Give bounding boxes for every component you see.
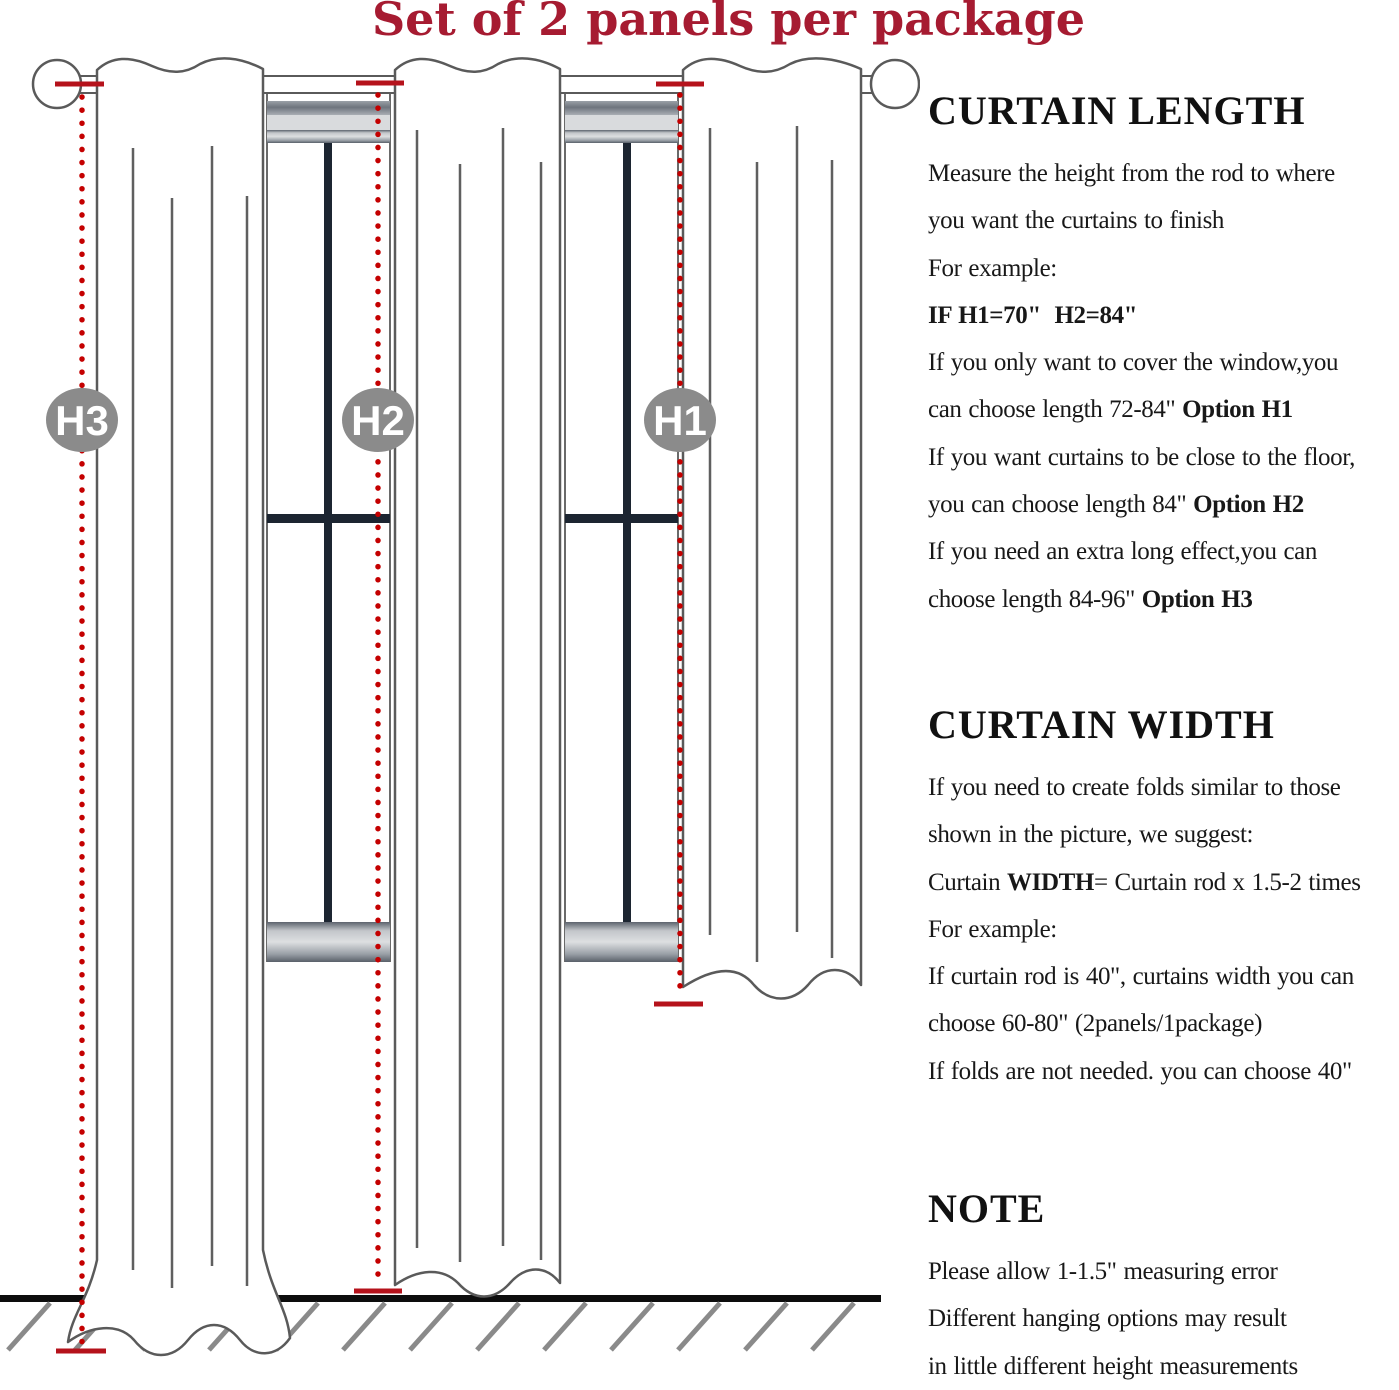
text-line: IF H1=70" H2=84" — [928, 301, 1138, 329]
section-curtain-length — [928, 86, 1399, 623]
text-line: For example: — [928, 254, 1057, 282]
text-line: If curtain rod is 40", curtains width you can — [928, 963, 1354, 991]
page-title: Set of 2 panels per package — [371, 0, 1086, 46]
window-cross-bar — [267, 514, 390, 523]
window-header-bar — [565, 130, 678, 143]
h1-badge-label: H1 — [653, 397, 707, 444]
text-line: Different hanging options may result — [928, 1305, 1287, 1333]
text-line: If you only want to cover the window,you — [928, 349, 1339, 377]
section-body — [928, 764, 1399, 1095]
text-line: in little different height measurements — [928, 1352, 1298, 1380]
window-sill — [267, 922, 390, 962]
text-line: If folds are not needed. you can choose 40" — [928, 1057, 1352, 1085]
h3-badge-label: H3 — [55, 397, 109, 444]
curtain-panel-h3 — [68, 58, 290, 1355]
right-finial-icon — [871, 60, 919, 108]
h2-badge-label: H2 — [351, 397, 405, 444]
curtain-panel-h2 — [395, 58, 560, 1296]
window-mullion — [324, 143, 332, 923]
text-line: Please allow 1-1.5" measuring error — [928, 1258, 1278, 1285]
curtain-panel-h1 — [683, 58, 861, 998]
text-line: you want the curtains to finish — [928, 207, 1225, 235]
text-line: Measure the height from the rod to where — [928, 160, 1335, 187]
section-curtain-width — [928, 700, 1399, 1095]
text-line: For example: — [928, 915, 1057, 943]
window-right-section — [565, 77, 678, 962]
section-body — [928, 1248, 1399, 1390]
text-line: choose length 84-96" Option H3 — [928, 585, 1253, 613]
window-left-section — [267, 77, 390, 962]
text-line: shown in the picture, we suggest: — [928, 821, 1254, 849]
section-note — [928, 1184, 1399, 1390]
text-line: Curtain WIDTH= Curtain rod x 1.5-2 times — [928, 868, 1361, 896]
window-mullion — [623, 143, 631, 923]
window-cross-bar — [565, 514, 678, 523]
window-header-bar — [267, 130, 390, 143]
section-body — [928, 150, 1399, 623]
section-heading: CURTAIN WIDTH — [928, 702, 1275, 747]
text-line: choose 60-80" (2panels/1package) — [928, 1010, 1262, 1038]
window-top-bar — [565, 101, 678, 115]
window-sill — [565, 922, 678, 962]
text-line: If you need an extra long effect,you can — [928, 538, 1317, 566]
text-line: can choose length 72-84" Option H1 — [928, 396, 1293, 424]
text-line: you can choose length 84" Option H2 — [928, 491, 1304, 519]
text-line: If you need to create folds similar to those — [928, 774, 1341, 801]
text-line: If you want curtains to be close to the floor, — [928, 443, 1355, 471]
section-heading: CURTAIN LENGTH — [928, 88, 1306, 133]
section-heading: NOTE — [928, 1186, 1046, 1231]
window-top-bar — [267, 101, 390, 115]
